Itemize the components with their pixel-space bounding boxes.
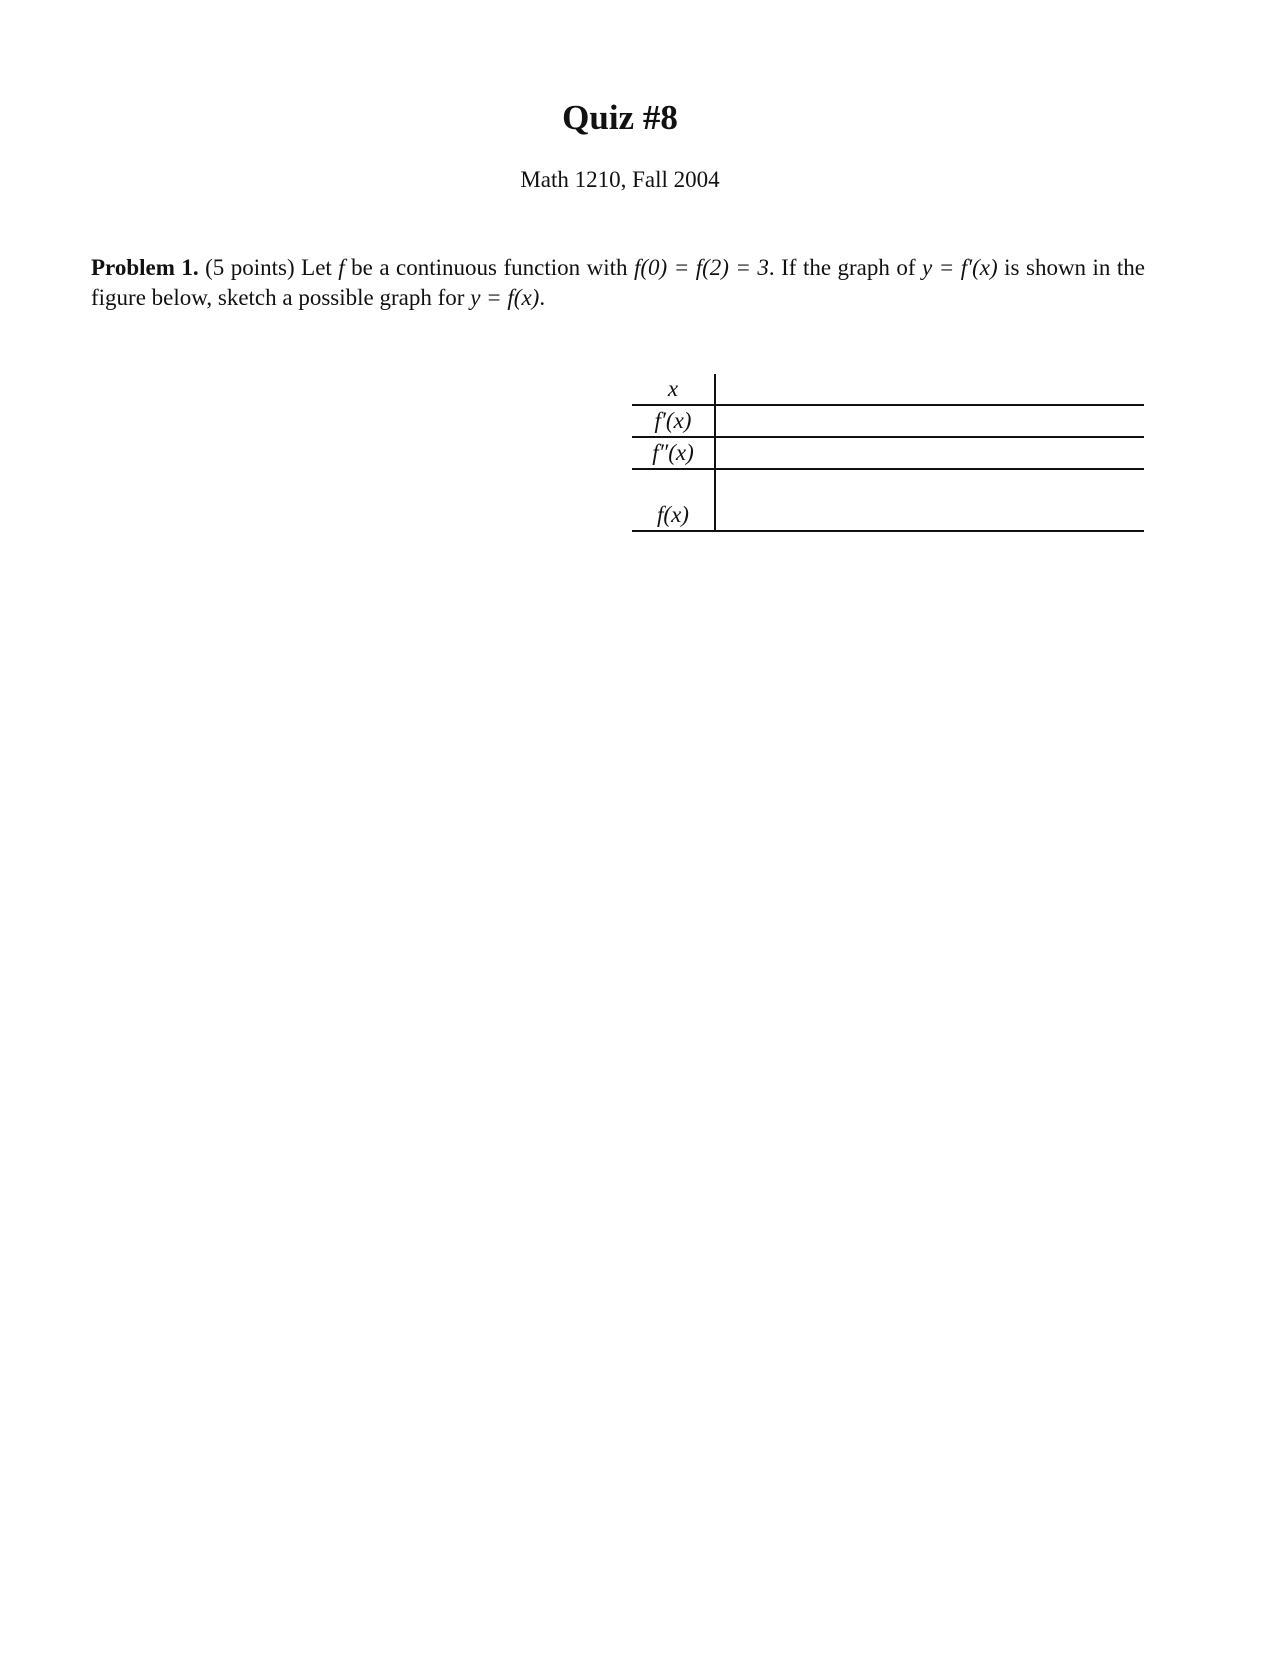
problem-text-2: be a continuous function with [344,255,634,280]
sign-chart-row-x [632,374,1144,405]
sign-chart-cell[interactable] [715,437,1144,469]
sign-chart-label: f(x) [632,469,715,531]
course-subtitle: Math 1210, Fall 2004 [520,167,720,192]
sign-chart-label: f″(x) [632,437,715,469]
problem-text-1: Let [301,255,339,280]
problem-text-4: is shown in the figure below, sketch a possible graph for [91,255,1146,310]
sign-chart [632,374,1144,532]
sign-chart-row-function [632,469,1144,531]
problem-label: Problem 1. [91,255,199,280]
problem-points: (5 points) [205,255,295,280]
problem-1 [91,253,1145,313]
sign-chart-cell[interactable] [715,469,1144,531]
sign-chart-cell[interactable] [715,374,1144,405]
sign-chart-row-first-derivative [632,405,1144,437]
problem-function-symbol: f [338,255,345,280]
problem-derivative-equation: y = f′(x) [922,255,998,280]
problem-text-3: . If the graph of [768,255,923,280]
sign-chart-cell[interactable] [715,405,1144,437]
problem-text-5: . [539,285,546,310]
sign-chart-label: x [632,374,715,405]
sign-chart-label: f′(x) [632,405,715,437]
sign-chart-table [632,374,1144,532]
problem-condition: f(0) = f(2) = 3 [634,255,769,280]
problem-function-equation: y = f(x) [470,285,540,310]
sign-chart-row-second-derivative [632,437,1144,469]
page-title: Quiz #8 [562,98,678,137]
